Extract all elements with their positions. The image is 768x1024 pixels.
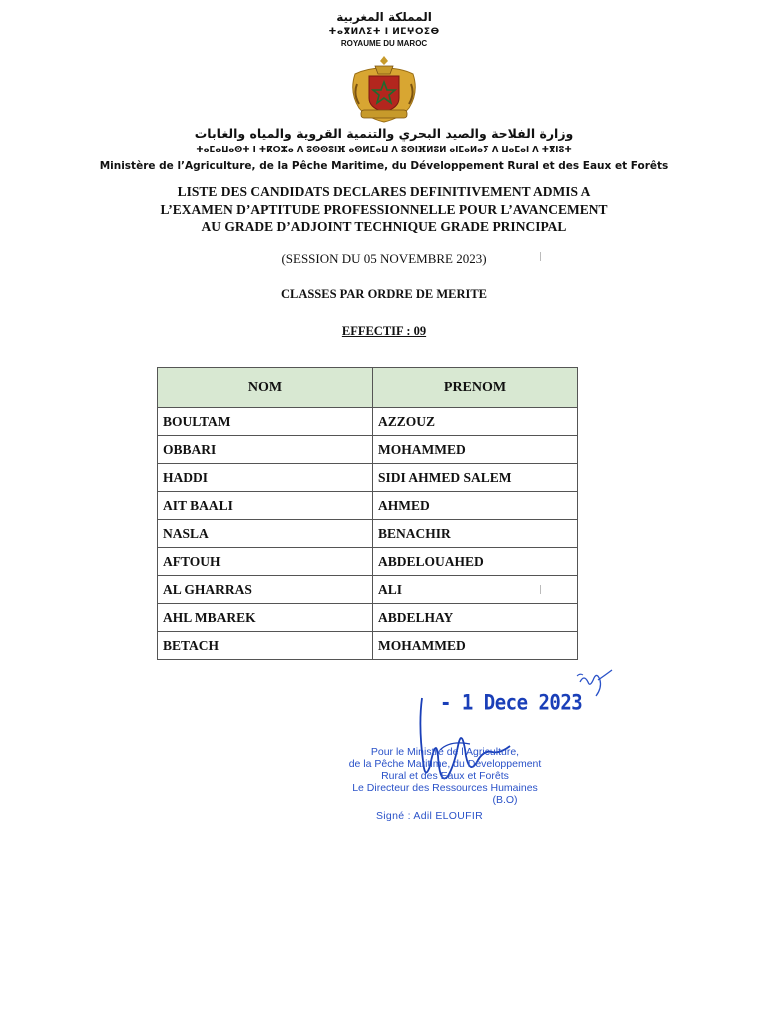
table-row [158, 408, 578, 436]
effectif-heading [0, 324, 768, 339]
table-header-row [158, 368, 578, 408]
title-line-1: LISTE DES CANDIDATS DECLARES DEFINITIVEMENT ADMIS A [177, 184, 591, 199]
cell-prenom: BENACHIR [373, 520, 578, 548]
title-line-2: L’EXAMEN D’APTITUDE PROFESSIONNELLE POUR L’AVANCEMENT [160, 201, 608, 217]
title-line-3: AU GRADE D’ADJOINT TECHNIQUE GRADE PRINCIPAL [201, 219, 567, 234]
cell-nom: NASLA [158, 520, 373, 548]
cell-prenom: AZZOUZ [373, 408, 578, 436]
classification-heading: CLASSES PAR ORDRE DE MERITE [280, 287, 488, 301]
table-row [158, 548, 578, 576]
stamp-line-4: Le Directeur des Ressources Humaines [352, 782, 538, 794]
cell-prenom: ABDELOUAHED [373, 548, 578, 576]
stamp-line-2: de la Pêche Maritime, du Développement [348, 758, 542, 770]
table-row [158, 604, 578, 632]
table-row [158, 464, 578, 492]
table-row [158, 520, 578, 548]
cell-prenom: ABDELHAY [373, 604, 578, 632]
scan-artifact [540, 585, 541, 594]
kingdom-arabic: المملكة المغربية [336, 10, 432, 24]
ministry-arabic: وزارة الفلاحة والصيد البحري والتنمية القروية والمياه والغابات [194, 126, 574, 141]
scan-artifact [540, 252, 541, 261]
cell-nom: BOULTAM [158, 408, 373, 436]
candidates-table [157, 367, 578, 660]
column-header-nom: NOM [158, 368, 373, 408]
cell-nom: AHL MBAREK [158, 604, 373, 632]
signed-by: Signé : Adil ELOUFIR [376, 810, 483, 822]
kingdom-french: ROYAUME DU MAROC [340, 39, 428, 48]
stamp-text [320, 746, 570, 806]
cell-nom: HADDI [158, 464, 373, 492]
stamp-line-3: Rural et des Eaux et Forêts [381, 770, 509, 782]
document-title [0, 183, 768, 236]
cell-prenom: MOHAMMED [373, 632, 578, 660]
coat-of-arms-icon [347, 54, 421, 124]
table-row [158, 436, 578, 464]
stamp-line-1: Pour le Ministre de l’Agriculture, [370, 746, 520, 758]
cell-prenom: MOHAMMED [373, 436, 578, 464]
cell-prenom: AHMED [373, 492, 578, 520]
ministry-tifinagh: ⵜⴰⵎⴰⵡⴰⵙⵜ ⵏ ⵜⴽⵔⵣⴰ ⴷ ⵓⵙⵙⵓⵏⴼ ⴰⵙⵍⵎⴰⵡ ⴷ ⵓⵙⵏⴼⵍⵓⵍ ⴰⵏⵎⴰⵍⴰⵢ ⴷ ⵡⴰⵎⴰⵏ ⴷ ⵜⴳⵏⵓⵜ [196, 145, 572, 155]
stamp-line-5: (B.O) [492, 794, 518, 806]
kingdom-tifinagh: ⵜⴰⴳⵍⴷⵉⵜ ⵏ ⵍⵎⵖⵔⵉⴱ [328, 27, 440, 37]
ministry-french: Ministère de l’Agriculture, de la Pêche Maritime, du Développement Rural et des Eaux et Forêts [99, 160, 669, 172]
cell-prenom: ALI [373, 576, 578, 604]
cell-nom: AFTOUH [158, 548, 373, 576]
cell-nom: AIT BAALI [158, 492, 373, 520]
effectif-label: EFFECTIF : 09 [341, 324, 427, 338]
cell-nom: OBBARI [158, 436, 373, 464]
cell-prenom: SIDI AHMED SALEM [373, 464, 578, 492]
stamp-date: - 1 Dece 2023 [440, 690, 583, 716]
table-row [158, 632, 578, 660]
column-header-prenom: PRENOM [373, 368, 578, 408]
session-date: (SESSION DU 05 NOVEMBRE 2023) [281, 251, 487, 266]
table-row [158, 576, 578, 604]
table-row [158, 492, 578, 520]
cell-nom: AL GHARRAS [158, 576, 373, 604]
cell-nom: BETACH [158, 632, 373, 660]
